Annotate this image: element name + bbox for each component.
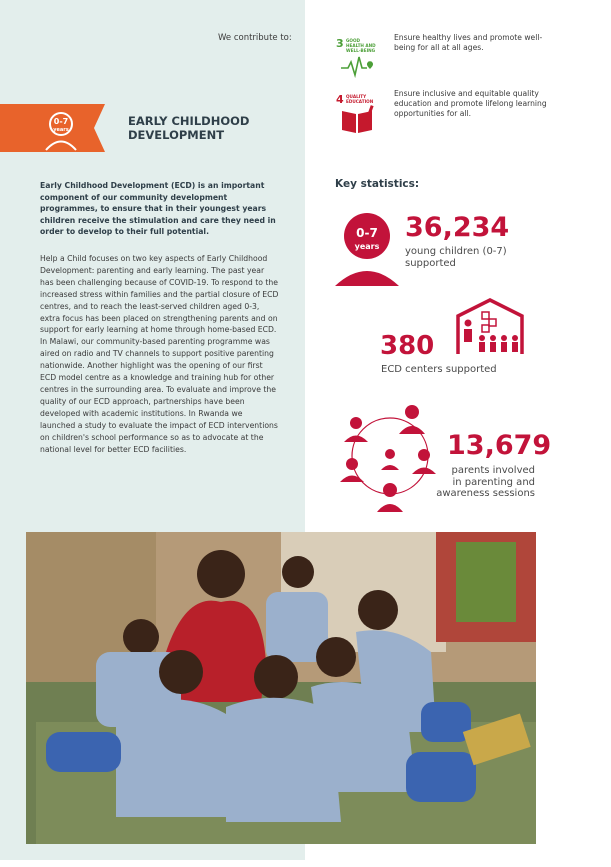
banner-age: 0-7 <box>53 117 69 126</box>
stat-centres-label: ECD centers supported <box>381 364 497 375</box>
ecd-centre-icon <box>455 298 525 356</box>
age-banner <box>0 104 105 152</box>
sdg-4-label: QUALITY EDUCATION <box>346 94 374 105</box>
stat-parents-line2: in parenting and <box>452 476 535 488</box>
sdg-3-tile <box>333 33 381 81</box>
stat-children-line1: young children (0-7) <box>405 246 507 257</box>
child-stat-icon <box>333 210 401 286</box>
intro-paragraph: Early Childhood Development (ECD) is an important component of our community development programmes, to ensure that in their youngest years children receive the stimulation and care they need in order to develop to their full potential. <box>40 181 276 236</box>
stat-children-label <box>405 246 507 269</box>
sdg-4-tile <box>333 89 381 137</box>
stat-icon-age: 0-7 <box>356 226 378 240</box>
sdg-3-text: Ensure healthy lives and promote well-being for all at all ages. <box>394 33 543 52</box>
banner-unit: years <box>53 127 69 133</box>
stat-children-line2: supported <box>405 257 456 269</box>
stat-parents-label <box>425 465 535 500</box>
sdg-3-label: GOOD HEALTH AND WELL-BEING <box>346 38 376 54</box>
sdg-4-number: 4 <box>336 93 344 106</box>
stat-children-value: 36,234 <box>405 212 510 243</box>
title-line-1: EARLY CHILDHOOD <box>128 114 250 128</box>
stat-parents-value: 13,679 <box>447 430 552 461</box>
key-statistics-heading: Key statistics: <box>335 178 420 190</box>
title-line-2: DEVELOPMENT <box>128 128 225 142</box>
body-paragraph: Help a Child focuses on two key aspects of Early Childhood Development: parenting and early learning. The past year has been challenging because of COVID-19. To respond to the increased stress within families and the partial closure of ECD centres, and to reach the least-served children aged 0-3, extra focus has been placed on strengthening parents and on support for early learning at home through home-based ECD. In Malawi, our community-based parenting programme was aired on radio and TV channels to support positive parenting nationwide. Another highlight was the opening of our first ECD model centre as a knowledge and training hub for other centres in the surrounding area. To evaluate and improve the quality of our ECD approach, partnerships have been developed with academic institutions. In Rwanda we launched a study to evaluate the impact of ECD interventions on children's school performance so as to advocate at the national level for better ECD facilities. <box>40 254 279 454</box>
classroom-photo <box>26 532 536 844</box>
sdg-4-text: Ensure inclusive and equitable quality education and promote lifelong learning opportunities for all. <box>394 89 547 118</box>
sdg-4-row <box>333 89 559 137</box>
sdg-3-number: 3 <box>336 37 344 50</box>
stat-parents-line1: parents involved <box>451 465 535 476</box>
stat-parents-line3: awareness sessions <box>436 488 535 499</box>
sdg-3-row <box>333 33 559 81</box>
page-title <box>128 114 249 142</box>
contribute-heading: We contribute to: <box>218 33 292 43</box>
stat-icon-unit: years <box>354 242 380 251</box>
stat-centres-value: 380 <box>380 331 435 361</box>
heartbeat-icon <box>333 33 381 81</box>
book-icon <box>333 89 381 137</box>
